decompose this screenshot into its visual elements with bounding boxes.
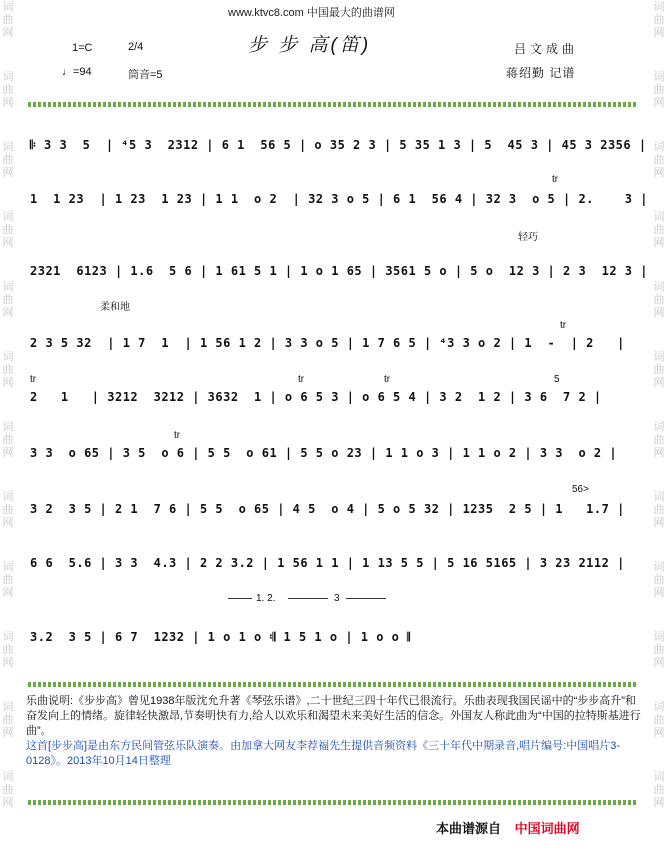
notes-divider [28, 682, 638, 687]
expression-rouhe: 柔和地 [100, 302, 130, 313]
trill-mark: tr [298, 374, 305, 385]
side-watermark-left: 词曲网 词曲网 词曲网 词曲网 词曲网 词曲网 词曲网 词曲网 词曲网 词曲网 词曲网 词曲网 [2, 0, 14, 809]
time-signature: 2/4 [128, 41, 144, 53]
expression-qingqiao: 轻巧 [518, 232, 538, 243]
bottom-note: 筒音=5 [128, 69, 163, 81]
side-watermark-right: 词曲网 词曲网 词曲网 词曲网 词曲网 词曲网 词曲网 词曲网 词曲网 词曲网 词曲网 词曲网 [653, 0, 665, 809]
trill-mark: tr [174, 430, 181, 441]
score-line-8: 6 6 5.6 | 3 3 4.3 | 2 2 3.2 | 1 56 1 1 | 1 13 5 5 | 5 16 5165 | 3 23 2112 | [30, 556, 625, 570]
site-watermark: www.ktvc8.com 中国最大的曲谱网 [228, 7, 395, 19]
tempo-marking: ♩=94 [62, 66, 92, 78]
first-second-ending: 1. 2. [256, 593, 276, 604]
grace-note-mark: 5 [554, 374, 560, 385]
ending-brackets [228, 593, 388, 603]
score-line-5: 2 1 | 3212 3212 | 3632 1 | o 6 5 3 | o 6 5 4 | 3 2 1 2 | 3 6 7 2 | [30, 390, 602, 404]
score-line-3: 2321 6123 | 1.6 5 6 | 1 61 5 1 | 1 o 1 65 | 3561 5 o | 5 o 12 3 | 2 3 12 3 | [30, 264, 648, 278]
source-prefix: 本曲谱源自 [436, 821, 502, 836]
trill-mark: tr [384, 374, 391, 385]
header-divider [28, 102, 638, 107]
trill-mark: tr [552, 174, 559, 185]
source-credit [436, 818, 580, 837]
recording-note: 这首[步步高]是由东方民间管弦乐队演奏。由加拿大网友李荐福先生提供音频资料《三十年代中期录音,唱片编号:中国唱片3-0128》。2013年10月14日整理 [26, 740, 621, 767]
trill-mark: tr [560, 320, 567, 331]
score-line-6: 3 3 o 65 | 3 5 o 6 | 5 5 o 61 | 5 5 o 23 | 1 1 o 3 | 1 1 o 2 | 3 3 o 2 | [30, 446, 618, 460]
footer-divider [28, 800, 638, 805]
score-line-2: 1 1 23 | 1 23 1 23 | 1 1 o 2 | 32 3 o 5 | 6 1 56 4 | 32 3 o 5 | 2. 3 | [30, 192, 648, 206]
trill-mark: tr [30, 374, 37, 385]
composer: 吕文成曲 [514, 42, 579, 56]
song-description: 乐曲说明:《步步高》曾见1938年版沈允升著《琴弦乐谱》,二十世纪三四十年代已很流行。乐曲表现我国民谣中的“步步高升”和奋发向上的情绪。旋律轻快激昂,节奏明快有力,给人以欢乐和渴望未来美好生活的信念。外国友人称此曲为“中国的拉特斯基进行曲”。 [26, 695, 641, 737]
score-line-1: 𝄆 3 3 5 | ⁴5 3 2312 | 6 1 56 5 | o 35 2 3 | 5 35 1 3 | 5 45 3 | 45 3 2356 | [30, 138, 647, 152]
page-title: 步 步 高(笛) [248, 35, 372, 56]
arranger: 蒋绍勤 记谱 [506, 66, 576, 80]
song-notes [26, 694, 642, 769]
grace-note-mark: 56> [572, 484, 589, 495]
third-ending: 3 [334, 593, 340, 604]
source-site-link[interactable]: 中国词曲网 [514, 821, 580, 836]
score-line-9: 3.2 3 5 | 6 7 1232 | 1 o 1 o 𝄇 1 5 1 o | 1 o o 𝄂 [30, 630, 411, 644]
key-signature: 1=C [72, 42, 93, 54]
score-line-7: 3 2 3 5 | 2 1 7 6 | 5 5 o 65 | 4 5 o 4 | 5 o 5 32 | 1235 2 5 | 1 1.7 | [30, 502, 625, 516]
score-line-4: 2 3 5 32 | 1 7 1 | 1 56 1 2 | 3 3 o 5 | 1 7 6 5 | ⁴3 3 o 2 | 1 - | 2 | [30, 336, 625, 350]
